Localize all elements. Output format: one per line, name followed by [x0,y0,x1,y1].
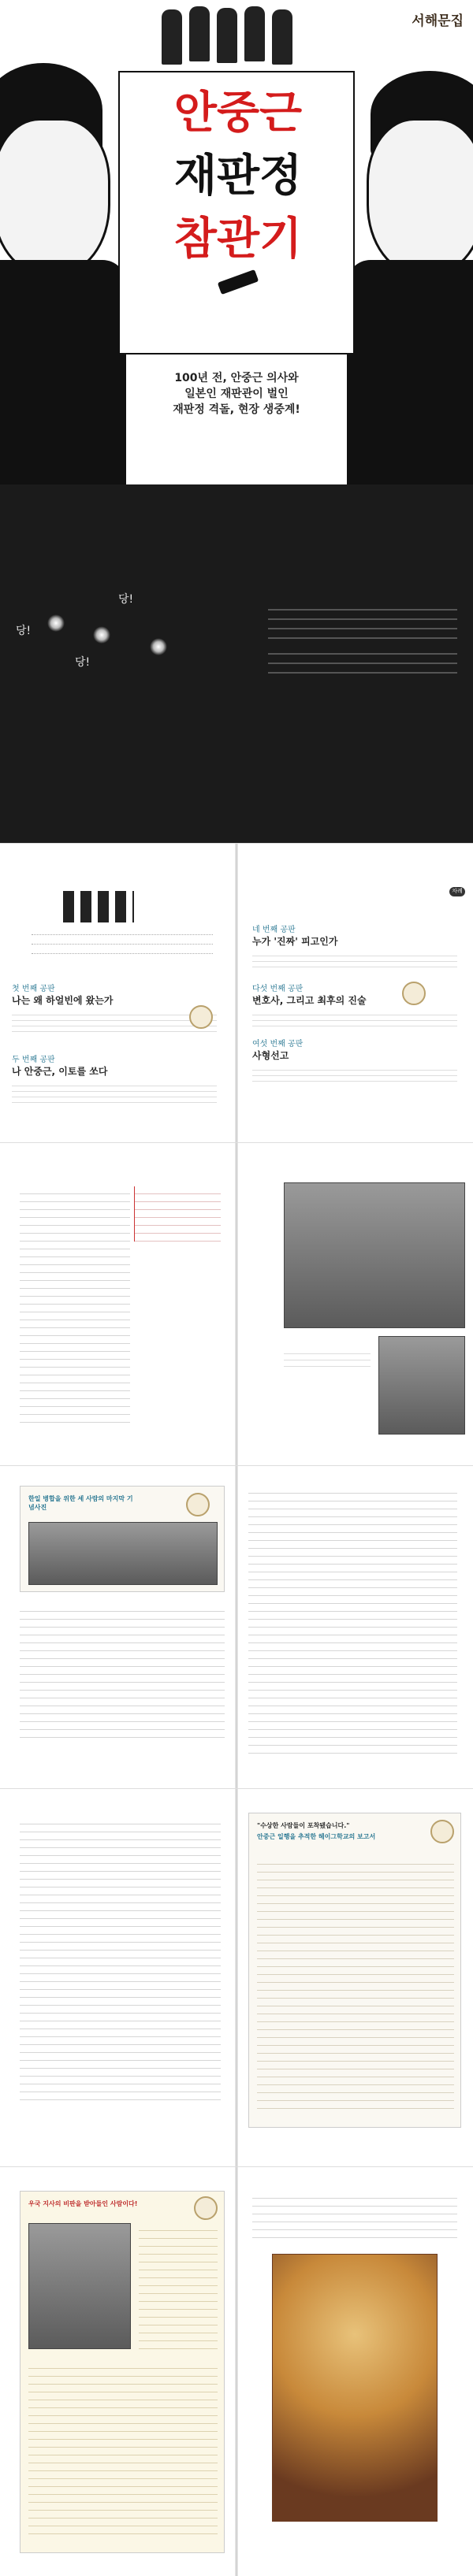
official-figure [272,9,292,65]
toc-tag: 차례 [449,887,465,896]
body-text-block [20,1186,130,1423]
critic-text [28,2361,218,2534]
cover-subtitle [118,370,355,418]
title-box [118,71,355,354]
photo-caption [284,1348,371,1372]
toc-section-5[interactable] [252,982,457,1029]
gavel-icon [218,269,259,295]
cover-dark-section [0,484,473,843]
cover-blurb [268,603,457,705]
dang-label: 당! [118,593,134,606]
three-men-photo [28,1522,218,1585]
toc-section-heading: 첫 번째 공판 [12,985,55,993]
judges-silhouette [63,891,134,922]
official-figure [244,6,265,61]
sidebar-note [139,2223,218,2349]
folio-left [20,1427,217,1442]
title-line-1: 안중근 [173,87,303,139]
toc-intro [32,930,213,962]
body-text-block [20,1604,225,1742]
book-cover [0,0,473,484]
group-photo [284,1182,465,1328]
book-gutter [235,844,238,1143]
official-figure [189,6,210,61]
history-lens-badge-icon [186,1493,210,1516]
gunshot-flash [93,626,110,644]
official-figure [162,9,182,65]
left-man-body [0,260,126,484]
publisher-logo: 서해문집 [412,13,464,29]
toc-section-heading: 다섯 번째 공판 [252,985,304,993]
magnifier-badge-icon [194,2196,218,2220]
toc-spread [0,843,473,1142]
portrait-photo [28,2223,131,2349]
body-text-block [248,1486,457,1754]
official-figure [217,8,237,63]
book-gutter [235,2167,238,2576]
subtitle-line: 재판정 격돌, 현장 생중계! [173,403,300,416]
callout-title: 한일 병합을 위한 세 사람의 마지막 기념사진 [28,1495,133,1511]
report-text [257,1857,454,2109]
toc-section-1[interactable] [12,982,217,1032]
report-quote-sub: 안중근 일행을 추적한 헤이그학교의 보고서 [257,1833,376,1840]
toc-section-title: 누가 '진짜' 피고인가 [252,936,338,947]
toc-entries [252,951,457,970]
toc-section-title: 나는 왜 하얼빈에 왔는가 [12,995,114,1006]
report-quote-title: "수상한 사람들이 포착됐습니다." [257,1822,350,1829]
critic-title: 우국 지사의 비판을 받아들인 사람이다! [28,2200,138,2207]
toc-section-heading: 네 번째 공판 [252,926,296,934]
clock-badge-icon [402,982,426,1005]
critic-box [20,2191,225,2553]
gunshot-flash [150,638,167,655]
toc-entries [12,1010,217,1032]
spread-final [0,2166,473,2575]
book-gutter [235,1143,238,1466]
title-line-2: 재판정 [173,150,303,202]
portrait-photo [378,1336,465,1435]
body-text-block [252,2191,457,2238]
history-lens-badge-icon [430,1820,454,1843]
left-man-face [0,118,110,276]
toc-section-title: 변호사, 그리고 최후의 진술 [252,995,367,1006]
clock-badge-icon [189,1005,213,1029]
subtitle-line: 100년 전, 안중근 의사와 [174,372,299,384]
toc-section-2[interactable] [12,1052,217,1103]
report-box [248,1813,461,2128]
gunshot-flash [47,614,65,632]
body-text-block [20,1817,221,2100]
toc-section-title: 사형선고 [252,1050,289,1061]
spread-text-report [0,1788,473,2166]
toc-entries [252,1065,457,1084]
photo-callout-box [20,1486,225,1592]
book-gutter [235,1789,238,2167]
toc-entries [12,1081,217,1103]
book-gutter [235,1466,238,1789]
toc-entries [252,1010,457,1029]
right-man-body [347,260,473,484]
toc-section-title: 나 안중근, 이토를 쏘다 [12,1066,108,1077]
toc-section-heading: 두 번째 공판 [12,1056,55,1064]
dang-label: 당! [75,656,91,669]
right-man-face [367,118,473,276]
toc-section-4[interactable] [252,922,457,970]
subtitle-line: 일본인 재판관이 벌인 [184,388,289,400]
dang-label: 당! [16,625,32,637]
spread-photo-callout [0,1465,473,1788]
toc-section-heading: 여섯 번째 공판 [252,1040,304,1049]
caricature-illustration [272,2254,438,2522]
title-line-3: 참관기 [173,213,303,265]
spread-text-photo [0,1142,473,1465]
toc-section-6[interactable] [252,1037,457,1084]
sidebar-note [134,1186,221,1242]
